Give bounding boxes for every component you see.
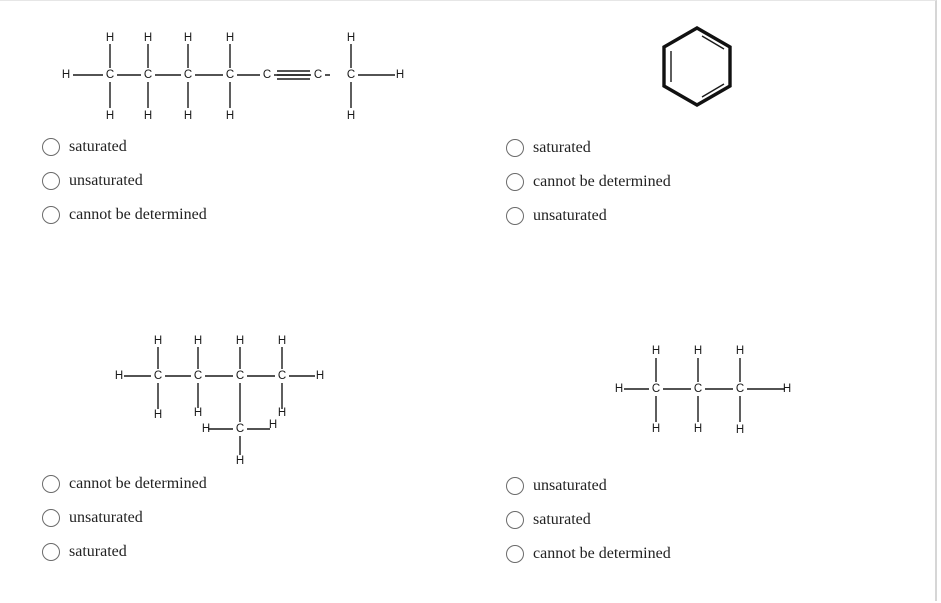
- option-label: unsaturated: [533, 207, 607, 224]
- radio-button[interactable]: [506, 207, 524, 225]
- question-2-option-cannot-be-determined[interactable]: [506, 165, 671, 199]
- option-label: saturated: [533, 139, 591, 156]
- carbon-atom: C: [235, 423, 245, 435]
- hydrogen-atom: H: [346, 110, 356, 122]
- carbon-atom: C: [183, 69, 193, 81]
- question-2-option-unsaturated[interactable]: [506, 199, 671, 233]
- hydrogen-atom: H: [183, 32, 193, 44]
- question-3-option-unsaturated[interactable]: [42, 501, 207, 535]
- question-1-option-saturated[interactable]: [42, 130, 207, 164]
- carbon-atom: C: [651, 383, 661, 395]
- hydrogen-atom: H: [114, 370, 124, 382]
- hydrogen-atom: H: [315, 370, 325, 382]
- hydrogen-atom: H: [193, 335, 203, 347]
- radio-button[interactable]: [42, 543, 60, 561]
- hydrogen-atom: H: [395, 69, 405, 81]
- option-label: cannot be determined: [69, 206, 207, 223]
- hydrogen-atom: H: [735, 345, 745, 357]
- option-label: saturated: [69, 543, 127, 560]
- question-2-options: [506, 131, 671, 233]
- radio-button[interactable]: [506, 139, 524, 157]
- question-3-option-saturated[interactable]: [42, 535, 207, 569]
- hydrogen-atom: H: [735, 424, 745, 436]
- hydrogen-atom: H: [105, 32, 115, 44]
- question-4-options: [506, 469, 671, 571]
- hydrogen-atom: H: [225, 110, 235, 122]
- molecule-3-structural-formula: [110, 333, 340, 473]
- carbon-atom: C: [225, 69, 235, 81]
- option-label: unsaturated: [533, 477, 607, 494]
- hydrogen-atom: H: [268, 419, 278, 431]
- question-1-option-unsaturated[interactable]: [42, 164, 207, 198]
- hydrogen-atom: H: [201, 423, 211, 435]
- hydrogen-atom: H: [235, 455, 245, 467]
- hydrogen-atom: H: [61, 69, 71, 81]
- question-4-option-saturated[interactable]: [506, 503, 671, 537]
- hydrogen-atom: H: [235, 335, 245, 347]
- carbon-atom: C: [346, 69, 356, 81]
- question-2-option-saturated[interactable]: [506, 131, 671, 165]
- carbon-atom: C: [105, 69, 115, 81]
- radio-button[interactable]: [42, 172, 60, 190]
- radio-button[interactable]: [42, 509, 60, 527]
- carbon-atom: C: [143, 69, 153, 81]
- hydrogen-atom: H: [651, 423, 661, 435]
- carbon-atom: C: [235, 370, 245, 382]
- option-label: unsaturated: [69, 172, 143, 189]
- radio-button[interactable]: [42, 138, 60, 156]
- hydrogen-atom: H: [346, 32, 356, 44]
- radio-button[interactable]: [506, 511, 524, 529]
- question-4-option-cannot-be-determined[interactable]: [506, 537, 671, 571]
- radio-button[interactable]: [506, 477, 524, 495]
- molecule-4-structural-formula: [610, 340, 795, 440]
- carbon-atom: C: [262, 69, 272, 81]
- radio-button[interactable]: [42, 475, 60, 493]
- question-4-option-unsaturated[interactable]: [506, 469, 671, 503]
- option-label: unsaturated: [69, 509, 143, 526]
- option-label: saturated: [533, 511, 591, 528]
- hydrogen-atom: H: [143, 110, 153, 122]
- hydrogen-atom: H: [277, 407, 287, 419]
- carbon-atom: C: [735, 383, 745, 395]
- question-3-options: [42, 467, 207, 569]
- hydrogen-atom: H: [782, 383, 792, 395]
- hydrogen-atom: H: [651, 345, 661, 357]
- radio-button[interactable]: [506, 545, 524, 563]
- hydrogen-atom: H: [693, 345, 703, 357]
- question-3-option-cannot-be-determined[interactable]: [42, 467, 207, 501]
- carbon-atom: C: [153, 370, 163, 382]
- hydrogen-atom: H: [143, 32, 153, 44]
- hydrogen-atom: H: [193, 407, 203, 419]
- hydrogen-atom: H: [183, 110, 193, 122]
- option-label: saturated: [69, 138, 127, 155]
- option-label: cannot be determined: [533, 545, 671, 562]
- hydrogen-atom: H: [614, 383, 624, 395]
- molecule-2-benzene-ring: [650, 20, 745, 120]
- hydrogen-atom: H: [693, 423, 703, 435]
- radio-button[interactable]: [42, 206, 60, 224]
- radio-button[interactable]: [506, 173, 524, 191]
- hydrogen-atom: H: [105, 110, 115, 122]
- hydrogen-atom: H: [225, 32, 235, 44]
- hydrogen-atom: H: [153, 409, 163, 421]
- carbon-atom: C: [693, 383, 703, 395]
- question-1-option-cannot-be-determined[interactable]: [42, 198, 207, 232]
- carbon-atom: C: [193, 370, 203, 382]
- hydrogen-atom: H: [153, 335, 163, 347]
- molecule-1-structural-formula: [55, 28, 415, 133]
- option-label: cannot be determined: [69, 475, 207, 492]
- hydrogen-atom: H: [277, 335, 287, 347]
- question-1-options: [42, 130, 207, 232]
- carbon-atom: C: [313, 69, 323, 81]
- carbon-atom: C: [277, 370, 287, 382]
- option-label: cannot be determined: [533, 173, 671, 190]
